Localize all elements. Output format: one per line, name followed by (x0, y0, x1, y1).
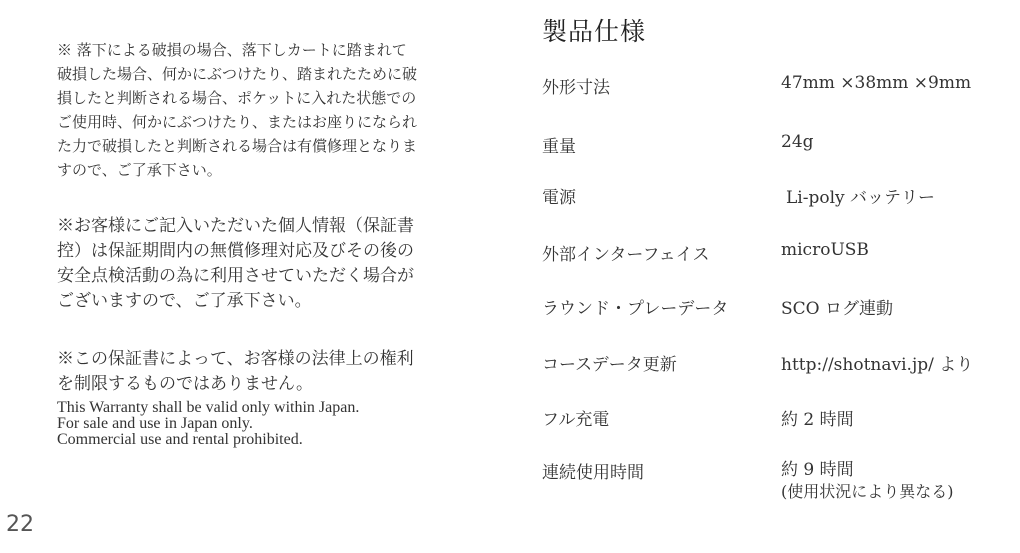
spec-row-full-charge (542, 405, 1012, 433)
spec-label: 電源 (542, 188, 576, 208)
spec-value-note: (使用状況により異なる) (781, 482, 954, 501)
spec-label: フル充電 (542, 410, 610, 430)
spec-row-power (542, 183, 1012, 211)
spec-row-weight (542, 132, 1012, 160)
spec-value: 47mm ×38mm ×9mm (781, 73, 972, 93)
english-warranty-text: This Warranty shall be valid only within Japan. For sale and use in Japan only. Commercial use and rental prohibited. (57, 399, 360, 448)
spec-row-round-data (542, 294, 1012, 322)
spec-value: 約 2 時間 (781, 410, 854, 430)
spec-row-course-update (542, 350, 1012, 378)
note-personal-info: ※お客様にご記入いただいた個人情報（保証書 控）は保証期間内の無償修理対応及びその後の 安全点検活動の為に利用させていただく場合が ございますので、ご了承下さい。 (57, 216, 414, 311)
page-number: 22 (6, 512, 34, 537)
spec-row-continuous-use (542, 458, 1012, 501)
spec-value: http://shotnavi.jp/ より (781, 355, 974, 375)
spec-row-dimensions (542, 73, 1012, 101)
spec-value: Li-poly バッテリー (786, 188, 936, 208)
note-damage: ※ 落下による破損の場合、落下しカートに踏まれて 破損した場合、何かにぶつけたり、踏まれたために破 損したと判断される場合、ポケットに入れた状態での ご使用時、何かにぶつけたり、またはお座りになられ た力で破損したと判断される場合は有償修理となりま すので、ご了承下さい。 (57, 41, 418, 179)
spec-label: 外部インターフェイス (542, 245, 710, 265)
spec-value: 約 9 時間 (781, 460, 854, 480)
note-legal-rights: ※この保証書によって、お客様の法律上の権利 を制限するものではありません。 (57, 349, 414, 394)
spec-label: ラウンド・プレーデータ (542, 299, 729, 319)
spec-value: microUSB (781, 240, 869, 260)
spec-label: 重量 (542, 137, 576, 157)
spec-row-interface (542, 240, 1012, 268)
spec-title: 製品仕様 (542, 17, 647, 46)
spec-label: コースデータ更新 (542, 355, 677, 375)
warranty-notes (57, 38, 523, 448)
spec-label: 外形寸法 (542, 78, 610, 98)
spec-value-group (781, 458, 954, 502)
spec-value: SCO ログ連動 (781, 299, 893, 319)
spec-label: 連続使用時間 (542, 463, 644, 483)
spec-value: 24g (781, 132, 814, 152)
